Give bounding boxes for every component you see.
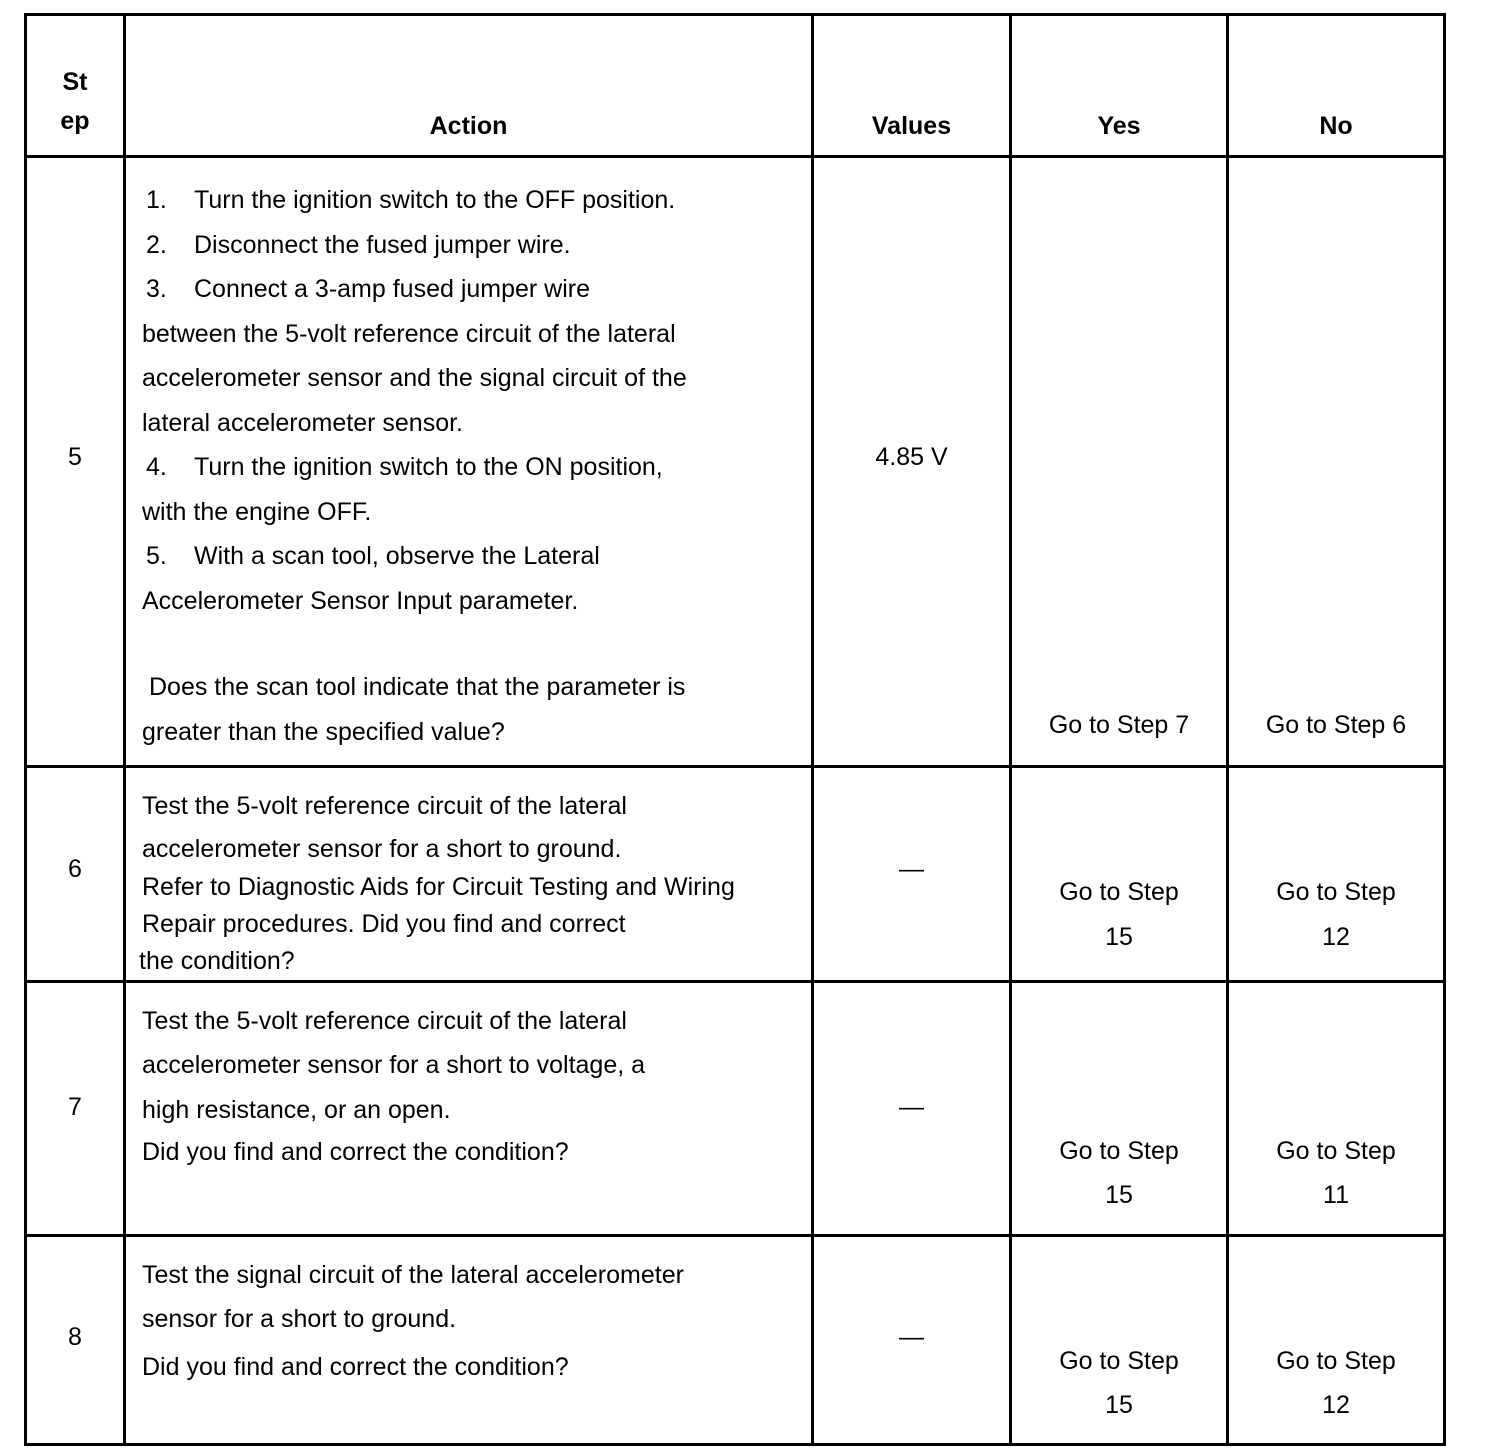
action-cell [125,767,813,982]
step-number: 8 [68,1322,82,1351]
no-cell [1228,157,1445,767]
item-number: 3. [146,275,167,303]
header-step-line1: St [62,68,88,96]
action-continuation: between the 5-volt reference circuit of the lateral [142,319,676,348]
values-cell [813,1235,1011,1444]
action-cell [125,157,813,767]
goto-step-number: 11 [1323,1181,1349,1209]
step-number: 7 [68,1092,82,1121]
item-number: 4. [146,453,167,481]
action-continuation: lateral accelerometer sensor. [142,408,463,437]
action-line: Refer to Diagnostic Aids for Circuit Testing and Wiring [142,872,735,901]
action-line: accelerometer sensor for a short to voltage, a [142,1051,646,1079]
goto-step-number: 15 [1105,1181,1133,1209]
no-goto-link[interactable] [1229,870,1443,959]
header-step-line2: ep [60,107,90,135]
table-row-step-7 [26,981,1445,1235]
step-number: 5 [68,443,82,471]
table-row-step-5 [26,157,1445,767]
yes-cell [1011,1235,1228,1444]
action-line: Test the 5-volt reference circuit of the lateral [142,792,627,820]
no-cell [1228,1235,1445,1444]
header-no: No [1228,15,1445,157]
action-cell [125,981,813,1235]
diagnostic-table [24,13,1446,1446]
values-cell [813,157,1011,767]
action-item [142,178,811,223]
header-yes: Yes [1011,15,1228,157]
question-line: Does the scan tool indicate that the parameter is [149,673,686,701]
item-text: Connect a 3-amp fused jumper wire [194,275,591,303]
item-text: Turn the ignition switch to the ON position, [194,453,663,481]
yes-goto-link[interactable] [1012,1339,1226,1428]
action-continuation: with the engine OFF. [142,497,372,526]
action-line: Test the signal circuit of the lateral accelerometer [142,1260,684,1289]
item-text: With a scan tool, observe the Lateral [194,542,600,570]
action-item [142,223,811,268]
yes-cell [1011,981,1228,1235]
goto-step-number: 15 [1105,1391,1133,1419]
item-text: Disconnect the fused jumper wire. [194,230,571,259]
action-line: Did you find and correct the condition? [142,1352,569,1381]
yes-goto-link[interactable] [1012,870,1226,959]
step-cell [26,157,125,767]
no-goto-link[interactable]: Go to Step 6 [1265,711,1407,739]
step-cell [26,767,125,982]
goto-label: Go to Step [1276,1136,1396,1165]
yes-goto-link[interactable] [1012,1129,1226,1218]
header-row [26,15,1445,157]
action-item [142,534,811,579]
goto-label: Go to Step [1059,878,1179,906]
no-cell [1228,981,1445,1235]
action-item [142,267,811,312]
yes-goto-link[interactable]: Go to Step 7 [1048,711,1190,739]
yes-cell [1011,767,1228,982]
no-goto-link[interactable] [1229,1339,1443,1428]
action-line: high resistance, or an open. [142,1095,451,1124]
item-number: 2. [146,230,167,259]
values-cell [813,767,1011,982]
yes-cell [1011,157,1228,767]
header-action: Action [125,15,813,157]
step-cell [26,1235,125,1444]
value-text: 4.85 V [875,443,948,471]
goto-label: Go to Step [1276,878,1396,906]
value-dash: — [899,1092,924,1121]
goto-label: Go to Step [1276,1346,1396,1375]
action-line: sensor for a short to ground. [142,1305,457,1333]
no-goto-link[interactable] [1229,1129,1443,1218]
action-item [142,445,811,490]
goto-step-number: 12 [1322,922,1350,951]
action-continuation: Accelerometer Sensor Input parameter. [142,586,579,615]
action-continuation: accelerometer sensor and the signal circuit of the [142,364,687,392]
action-question [142,665,811,754]
header-step [26,15,125,157]
table-row-step-6 [26,767,1445,982]
no-cell [1228,767,1445,982]
item-text: Turn the ignition switch to the OFF position. [194,186,676,214]
goto-step-number: 15 [1105,922,1133,951]
step-number: 6 [68,855,82,883]
header-values: Values [813,15,1011,157]
action-line: Did you find and correct the condition? [142,1138,569,1166]
action-line: Repair procedures. Did you find and correct [142,909,626,938]
item-number: 1. [146,186,167,214]
table-row-step-8 [26,1235,1445,1444]
values-cell [813,981,1011,1235]
value-dash: — [899,1322,924,1351]
step-cell [26,981,125,1235]
action-line: Test the 5-volt reference circuit of the lateral [142,1006,627,1035]
action-cell [125,1235,813,1444]
action-line: the condition? [139,946,295,975]
goto-step-number: 12 [1322,1391,1350,1419]
goto-label: Go to Step [1059,1346,1179,1375]
question-line: greater than the specified value? [142,717,505,746]
action-line: accelerometer sensor for a short to ground. [142,834,622,863]
goto-label: Go to Step [1059,1136,1179,1165]
item-number: 5. [146,542,167,570]
value-dash: — [899,855,924,883]
